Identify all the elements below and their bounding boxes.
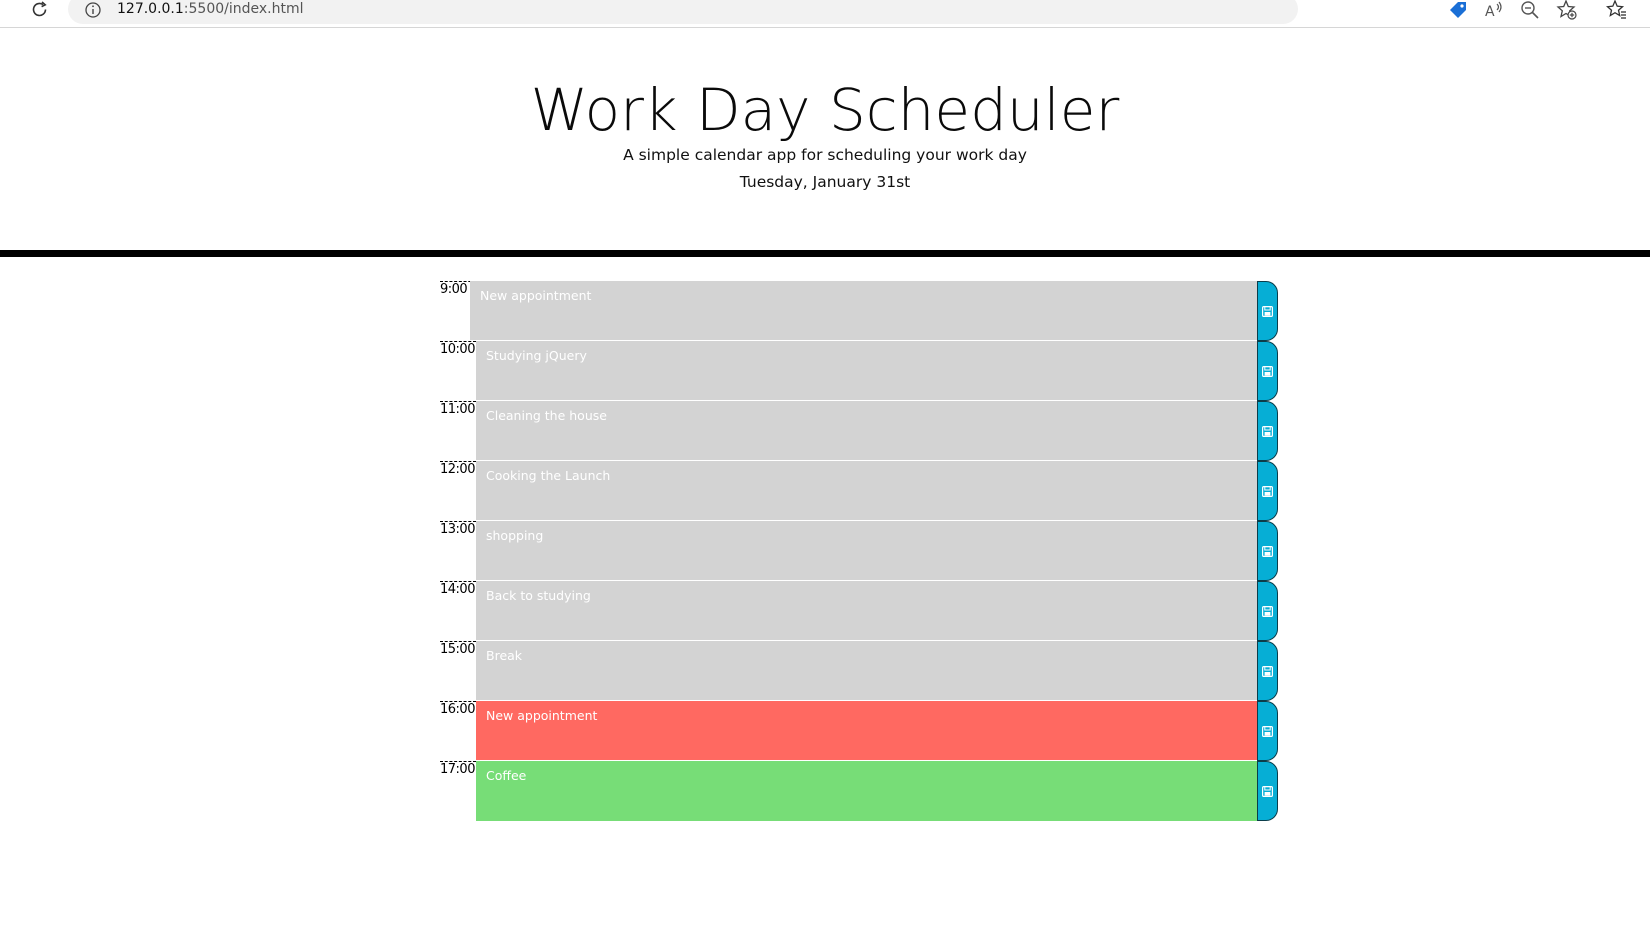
save-button[interactable] [1257,761,1278,821]
save-icon [1262,426,1273,437]
event-description[interactable] [476,461,1257,521]
save-icon [1262,546,1273,557]
time-block [0,641,1650,701]
save-button[interactable] [1257,401,1278,461]
save-icon [1262,366,1273,377]
event-description[interactable] [470,281,1257,341]
event-description[interactable] [476,641,1257,701]
time-block [0,341,1650,401]
hour-label: 11:00 [440,401,476,461]
page-title: Work Day Scheduler [530,76,1120,144]
save-icon [1262,786,1273,797]
save-button[interactable] [1257,461,1278,521]
time-block [0,281,1650,341]
save-button[interactable] [1257,581,1278,641]
event-description[interactable] [476,701,1257,761]
save-icon [1262,726,1273,737]
svg-text:A: A [1485,4,1495,20]
url-text[interactable]: 127.0.0.1:5500/index.html [117,1,304,17]
event-description[interactable] [476,341,1257,401]
hour-label: 13:00 [440,521,476,581]
time-block [0,761,1650,821]
header-divider [0,250,1650,257]
save-button[interactable] [1257,281,1278,341]
hour-label: 14:00 [440,581,476,641]
time-block [0,581,1650,641]
event-description[interactable] [476,581,1257,641]
hour-label: 12:00 [440,461,476,521]
save-icon [1262,486,1273,497]
save-button[interactable] [1257,521,1278,581]
event-description[interactable] [476,521,1257,581]
save-icon [1262,666,1273,677]
save-icon [1262,606,1273,617]
reload-icon[interactable] [30,0,50,20]
save-button[interactable] [1257,641,1278,701]
time-block [0,401,1650,461]
zoom-out-icon[interactable] [1519,0,1541,21]
hour-label: 10:00 [440,341,476,401]
site-info-icon[interactable] [84,1,102,19]
tag-icon[interactable] [1447,0,1469,21]
current-day: Tuesday, January 31st [739,173,911,191]
event-description[interactable] [476,401,1257,461]
hour-label: 9:00 [440,281,476,341]
time-block [0,521,1650,581]
hour-label: 16:00 [440,701,476,761]
page-subtitle: A simple calendar app for scheduling your work day [623,146,1027,164]
save-button[interactable] [1257,341,1278,401]
time-block [0,461,1650,521]
add-favorite-icon[interactable] [1556,0,1578,21]
event-description[interactable] [476,761,1257,821]
browser-toolbar [0,0,1650,28]
save-icon [1262,306,1273,317]
save-button[interactable] [1257,701,1278,761]
read-aloud-icon[interactable] [1483,0,1505,21]
jumbotron-header [0,28,1650,248]
time-block [0,701,1650,761]
hour-label: 17:00 [440,761,476,821]
hour-label: 15:00 [440,641,476,701]
favorites-icon[interactable] [1606,0,1628,21]
